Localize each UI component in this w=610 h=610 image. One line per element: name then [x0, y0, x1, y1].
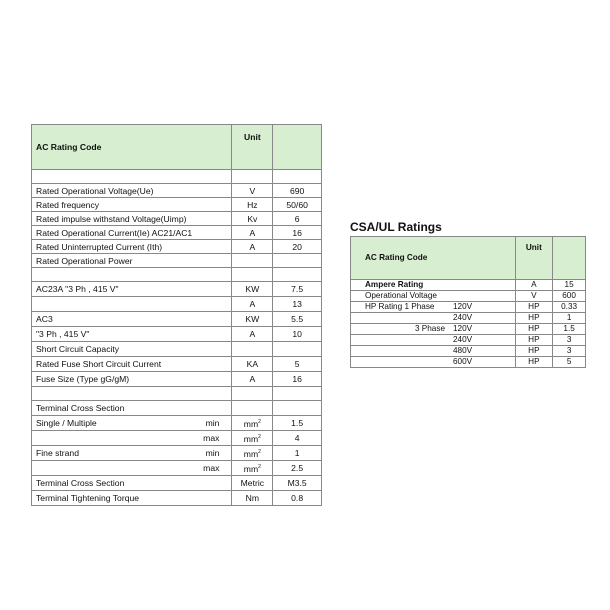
row-unit: [232, 416, 273, 431]
csa-header-label: AC Rating Code: [351, 237, 516, 280]
row-label-text: [365, 357, 453, 367]
table-row: [32, 401, 322, 416]
row-unit: KA: [232, 357, 273, 372]
row-label: Terminal Cross Section: [32, 401, 232, 416]
row-unit: HP: [515, 302, 553, 313]
row-label: Rated frequency: [32, 198, 232, 212]
row-value: 7.5: [273, 282, 322, 297]
row-value: [273, 401, 322, 416]
row-value: 690: [273, 184, 322, 198]
row-unit: A: [232, 240, 273, 254]
ac-header-row: [32, 125, 322, 170]
table-row: [32, 327, 322, 342]
row-value: 16: [273, 372, 322, 387]
row-label: [351, 346, 516, 357]
row-voltage: 120V: [453, 302, 473, 311]
table-row: [32, 297, 322, 312]
row-unit: [232, 401, 273, 416]
row-unit: Nm: [232, 491, 273, 506]
row-label: [32, 446, 232, 461]
csa-header-unit: Unit: [515, 237, 553, 280]
table-row: [32, 357, 322, 372]
row-value: 1: [553, 313, 586, 324]
table-row: [32, 282, 322, 297]
spacer-row: [32, 170, 322, 184]
table-row: [32, 198, 322, 212]
ac-rating-table: [31, 124, 322, 506]
row-unit: A: [515, 280, 553, 291]
table-row: [32, 254, 322, 268]
row-value: [273, 342, 322, 357]
row-unit-sup: 2: [258, 449, 261, 456]
row-label: Rated Fuse Short Circuit Current: [32, 357, 232, 372]
table-row: [32, 184, 322, 198]
row-unit: V: [515, 291, 553, 302]
row-unit: HP: [515, 346, 553, 357]
row-unit: A: [232, 226, 273, 240]
row-label-text: [365, 346, 453, 356]
row-value: 13: [273, 297, 322, 312]
row-label: Ampere Rating: [351, 280, 516, 291]
row-value: 1: [273, 446, 322, 461]
row-value: 5.5: [273, 312, 322, 327]
row-label: [32, 461, 232, 476]
row-label: Terminal Cross Section: [32, 476, 232, 491]
row-value: 3: [553, 335, 586, 346]
row-label: AC3: [32, 312, 232, 327]
csa-ul-title: CSA/UL Ratings: [350, 220, 442, 234]
ac-header-value: [273, 125, 322, 170]
row-label: [32, 416, 232, 431]
row-label: [351, 335, 516, 346]
row-unit: KW: [232, 282, 273, 297]
row-unit-text: mm: [243, 418, 259, 429]
row-unit: HP: [515, 335, 553, 346]
row-unit-text: mm: [243, 448, 259, 459]
table-row: [351, 346, 586, 357]
row-unit: [232, 342, 273, 357]
row-unit: [232, 431, 273, 446]
row-unit-sup: 2: [258, 419, 261, 426]
row-voltage: 240V: [453, 313, 473, 322]
row-unit: [232, 446, 273, 461]
row-label-text: [365, 335, 453, 345]
row-label: Fuse Size (Type gG/gM): [32, 372, 232, 387]
row-unit: A: [232, 327, 273, 342]
row-unit-text: mm: [243, 463, 259, 474]
row-sublabel: min: [205, 448, 220, 458]
row-label-text: HP Rating 1 Phase: [365, 302, 435, 311]
row-label: Terminal Tightening Torque: [32, 491, 232, 506]
row-label: Rated impulse withstand Voltage(Uimp): [32, 212, 232, 226]
csa-ul-table: [350, 236, 586, 368]
row-voltage: 120V: [453, 324, 473, 333]
row-label: "3 Ph , 415 V": [32, 327, 232, 342]
table-row: [32, 416, 322, 431]
row-unit-text: mm: [243, 433, 259, 444]
row-value: 3: [553, 346, 586, 357]
table-row: [32, 312, 322, 327]
row-unit: HP: [515, 313, 553, 324]
row-label-text: Fine strand: [36, 448, 79, 458]
table-row: [32, 491, 322, 506]
row-label: [351, 302, 516, 313]
table-row: [32, 342, 322, 357]
row-unit: Metric: [232, 476, 273, 491]
table-row: [351, 335, 586, 346]
table-row: [351, 302, 586, 313]
row-value: 0.8: [273, 491, 322, 506]
row-value: 10: [273, 327, 322, 342]
row-label: [32, 297, 232, 312]
row-value: [273, 254, 322, 268]
row-sublabel: max: [203, 463, 220, 473]
row-value: 5: [553, 357, 586, 368]
row-voltage: 480V: [453, 346, 473, 355]
table-row: [351, 291, 586, 302]
spacer-row: [32, 268, 322, 282]
row-sublabel: min: [205, 418, 220, 428]
table-row: [32, 212, 322, 226]
row-unit: HP: [515, 324, 553, 335]
row-label: [351, 313, 516, 324]
table-row: [32, 372, 322, 387]
ac-header-unit: Unit: [232, 125, 273, 170]
row-sublabel: max: [203, 433, 220, 443]
row-value: 1.5: [273, 416, 322, 431]
row-value: 2.5: [273, 461, 322, 476]
row-value: M3.5: [273, 476, 322, 491]
row-voltage: 240V: [453, 335, 473, 344]
row-value: 5: [273, 357, 322, 372]
row-label: Short Circuit Capacity: [32, 342, 232, 357]
row-value: 0.33: [553, 302, 586, 313]
table-row: [32, 476, 322, 491]
row-unit: A: [232, 297, 273, 312]
row-label: Rated Uninterrupted Current (Ith): [32, 240, 232, 254]
row-label-text: [365, 313, 453, 323]
table-row: [32, 240, 322, 254]
row-label: [351, 357, 516, 368]
row-unit: [232, 461, 273, 476]
row-unit-sup: 2: [258, 434, 261, 441]
row-label: Rated Operational Current(Ie) AC21/AC1: [32, 226, 232, 240]
row-label-text: 3 Phase: [414, 324, 445, 333]
row-value: 600: [553, 291, 586, 302]
row-value: 1.5: [553, 324, 586, 335]
spacer-row: [32, 387, 322, 401]
ac-header-label: AC Rating Code: [32, 125, 232, 170]
table-row: [32, 461, 322, 476]
table-row: [351, 324, 586, 335]
row-label: Rated Operational Power: [32, 254, 232, 268]
row-label: Operational Voltage: [351, 291, 516, 302]
row-unit: Kv: [232, 212, 273, 226]
table-row: [351, 357, 586, 368]
row-unit: [232, 254, 273, 268]
row-value: 50/60: [273, 198, 322, 212]
row-voltage: 600V: [453, 357, 473, 366]
row-value: 4: [273, 431, 322, 446]
row-unit: HP: [515, 357, 553, 368]
row-value: 20: [273, 240, 322, 254]
row-label: [351, 324, 516, 335]
row-unit-sup: 2: [258, 464, 261, 471]
table-row: [32, 446, 322, 461]
row-value: 16: [273, 226, 322, 240]
table-row: [32, 431, 322, 446]
row-label: Rated Operational Voltage(Ue): [32, 184, 232, 198]
row-value: 6: [273, 212, 322, 226]
row-label: [32, 431, 232, 446]
row-label: AC23A "3 Ph , 415 V": [32, 282, 232, 297]
table-row: [32, 226, 322, 240]
row-unit: V: [232, 184, 273, 198]
row-label-text: Single / Multiple: [36, 418, 97, 428]
csa-header-row: [351, 237, 586, 280]
row-unit: A: [232, 372, 273, 387]
row-unit: KW: [232, 312, 273, 327]
row-unit: Hz: [232, 198, 273, 212]
csa-header-value: [553, 237, 586, 280]
table-row: [351, 313, 586, 324]
table-row: [351, 280, 586, 291]
row-value: 15: [553, 280, 586, 291]
